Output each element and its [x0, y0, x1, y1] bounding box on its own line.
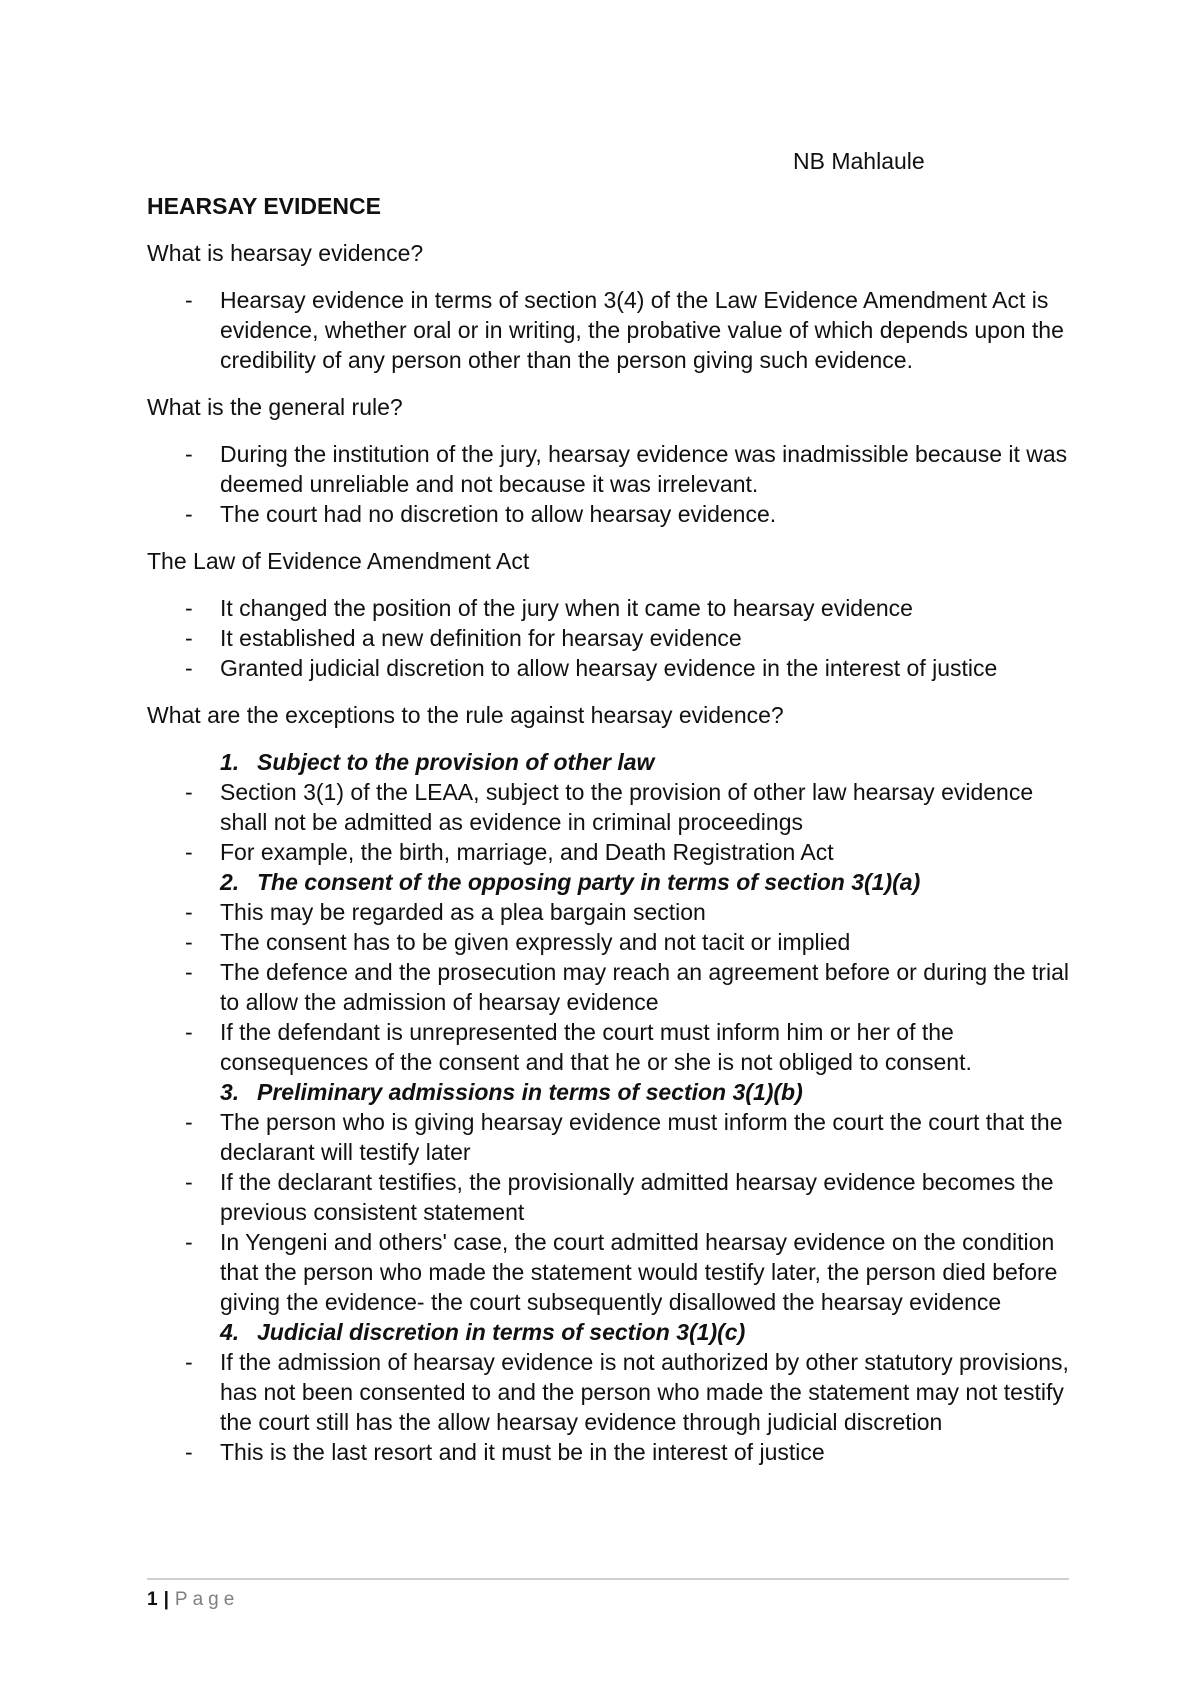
exception-heading: [147, 1317, 1077, 1347]
exception-heading: [147, 747, 1077, 777]
list-item-text: It changed the position of the jury when it came to hearsay evidence: [220, 595, 913, 621]
list-item: [147, 1227, 1077, 1317]
list-item: [147, 439, 1077, 499]
list-item: [147, 499, 1077, 529]
list-item-text: This is the last resort and it must be in the interest of justice: [220, 1439, 825, 1465]
exception-heading-text: The consent of the opposing party in terms of section 3(1)(a): [257, 869, 921, 895]
list-item: [147, 1347, 1077, 1437]
exception-heading-text: Preliminary admissions in terms of section 3(1)(b): [257, 1079, 803, 1105]
bullet-list: [147, 593, 1077, 683]
list-item: [147, 777, 1077, 837]
exception-heading: [147, 867, 1077, 897]
bullet-list: [147, 1107, 1077, 1317]
exception-item: [147, 867, 1077, 1077]
list-item-text: Granted judicial discretion to allow hearsay evidence in the interest of justice: [220, 655, 998, 681]
bullet-marker: -: [185, 779, 193, 805]
exception-number: 4.: [220, 1319, 240, 1345]
bullet-list: [147, 777, 1077, 867]
list-item-text: The court had no discretion to allow hearsay evidence.: [220, 501, 777, 527]
bullet-marker: -: [185, 625, 193, 651]
bullet-marker: -: [185, 1439, 193, 1465]
exceptions-list: [147, 747, 1077, 1467]
list-item: [147, 927, 1077, 957]
list-item-text: For example, the birth, marriage, and Death Registration Act: [220, 839, 834, 865]
page-footer: [147, 1588, 239, 1612]
bullet-marker: -: [185, 655, 193, 681]
exception-number: 3.: [220, 1079, 240, 1105]
list-item-text: In Yengeni and others' case, the court admitted hearsay evidence on the condition that the person who made the statement would testify later, the person died before giving the evidence- the court subsequently disallowed the hearsay evidence: [220, 1229, 1058, 1315]
list-item: [147, 593, 1077, 623]
list-item-text: If the admission of hearsay evidence is not authorized by other statutory provisions, has not been consented to and the person who made the statement may not testify the court still has the allow hearsay evidence through judicial discretion: [220, 1349, 1069, 1435]
bullet-marker: -: [185, 287, 193, 313]
list-item-text: It established a new definition for hearsay evidence: [220, 625, 742, 651]
bullet-marker: -: [185, 595, 193, 621]
list-item-text: This may be regarded as a plea bargain section: [220, 899, 706, 925]
list-item: [147, 285, 1077, 375]
exception-number: 1.: [220, 749, 240, 775]
list-item: [147, 897, 1077, 927]
document-title: HEARSAY EVIDENCE: [147, 193, 381, 219]
list-item-text: If the defendant is unrepresented the court must inform him or her of the consequences of the consent and that he or she is not obliged to consent.: [220, 1019, 972, 1075]
section-question: The Law of Evidence Amendment Act: [147, 548, 530, 574]
bullet-list: [147, 1347, 1077, 1467]
bullet-list: [147, 439, 1077, 529]
bullet-marker: -: [185, 899, 193, 925]
section-question: What is the general rule?: [147, 394, 403, 420]
exception-heading: [147, 1077, 1077, 1107]
footer-separator: |: [163, 1589, 169, 1610]
bullet-marker: -: [185, 501, 193, 527]
exceptions-question: What are the exceptions to the rule against hearsay evidence?: [147, 702, 784, 728]
list-item-text: The defence and the prosecution may reach an agreement before or during the trial to allow the admission of hearsay evidence: [220, 959, 1069, 1015]
list-item-text: If the declarant testifies, the provisionally admitted hearsay evidence becomes the previous consistent statement: [220, 1169, 1054, 1225]
bullet-marker: -: [185, 929, 193, 955]
exception-heading-text: Judicial discretion in terms of section 3(1)(c): [257, 1319, 746, 1345]
list-item-text: Hearsay evidence in terms of section 3(4) of the Law Evidence Amendment Act is evidence, whether oral or in writing, the probative value of which depends upon the credibility of any person other than the person giving such evidence.: [220, 287, 1064, 373]
list-item: [147, 1167, 1077, 1227]
exception-item: [147, 747, 1077, 867]
bullet-marker: -: [185, 1109, 193, 1135]
list-item: [147, 957, 1077, 1017]
list-item: [147, 623, 1077, 653]
list-item-text: Section 3(1) of the LEAA, subject to the provision of other law hearsay evidence shall not be admitted as evidence in criminal proceedings: [220, 779, 1034, 835]
bullet-marker: -: [185, 1349, 193, 1375]
list-item: [147, 1017, 1077, 1077]
footer-divider: [147, 1578, 1069, 1580]
author-name: NB Mahlaule: [793, 148, 925, 174]
bullet-marker: -: [185, 1169, 193, 1195]
exception-item: [147, 1317, 1077, 1467]
bullet-marker: -: [185, 839, 193, 865]
page-label: Page: [174, 1589, 240, 1610]
bullet-marker: -: [185, 441, 193, 467]
bullet-marker: -: [185, 1229, 193, 1255]
list-item: [147, 1107, 1077, 1167]
page-number: 1: [147, 1589, 158, 1610]
bullet-marker: -: [185, 1019, 193, 1045]
list-item: [147, 837, 1077, 867]
list-item-text: During the institution of the jury, hearsay evidence was inadmissible because it was deemed unreliable and not because it was irrelevant.: [220, 441, 1068, 497]
document-body: [147, 191, 1077, 1467]
exception-heading-text: Subject to the provision of other law: [257, 749, 655, 775]
list-item: [147, 653, 1077, 683]
exception-item: [147, 1077, 1077, 1317]
bullet-list: [147, 897, 1077, 1077]
list-item: [147, 1437, 1077, 1467]
bullet-list: [147, 285, 1077, 375]
list-item-text: The person who is giving hearsay evidence must inform the court the court that the declarant will testify later: [220, 1109, 1063, 1165]
list-item-text: The consent has to be given expressly and not tacit or implied: [220, 929, 851, 955]
bullet-marker: -: [185, 959, 193, 985]
section-question: What is hearsay evidence?: [147, 240, 424, 266]
exception-number: 2.: [220, 869, 240, 895]
